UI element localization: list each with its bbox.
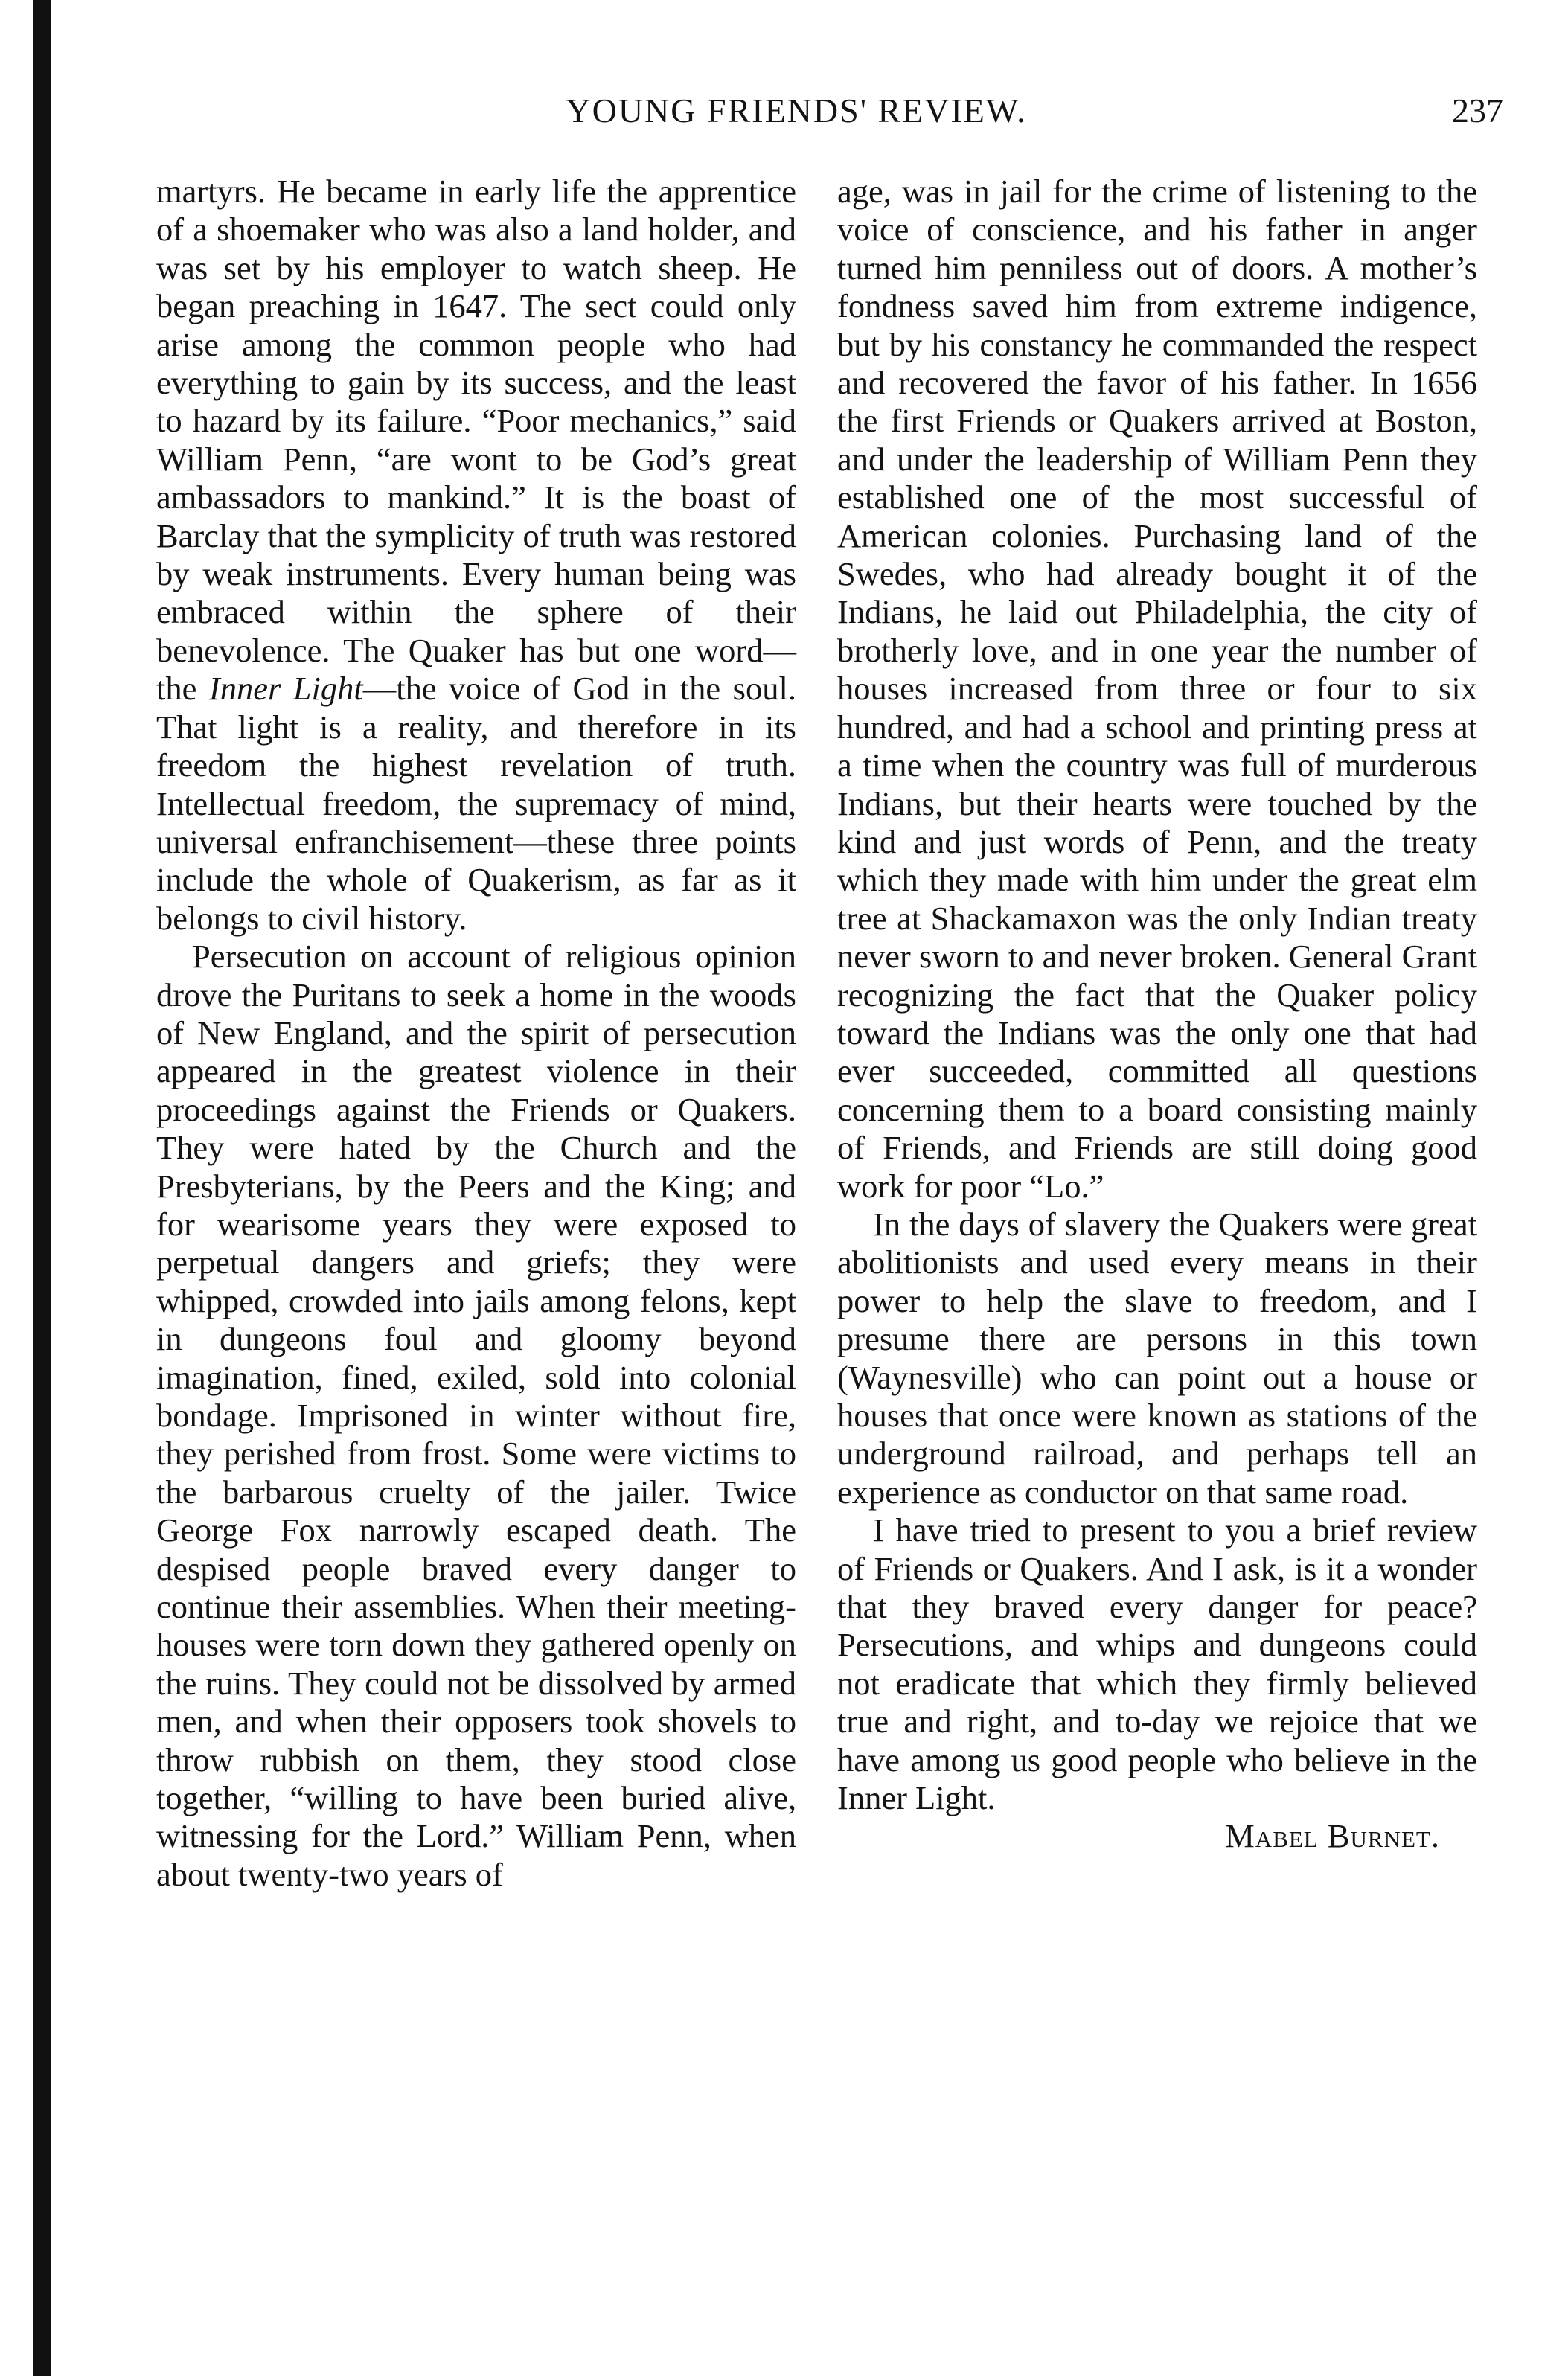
paragraph-slavery: In the days of slavery the Quakers were great abolitionists and used every means in their power to help the slave to freedom, and I presume there are persons in this town (Waynesville) who can point out a house or houses that once were known as stations of the underground railroad, and perhaps tell an experience as conductor on that same road. (837, 1205, 1477, 1511)
paragraph-martyrs (156, 173, 796, 938)
paragraph-martyrs-part-2: —the voice of God in the soul. That light is a reality, and therefore in its freedom the highest revelation of truth. Intellectual freedom, the supremacy of mind, universal enfranchisement—these three points include the whole of Quakerism, as far as it belongs to civil history. (156, 670, 796, 937)
running-title: YOUNG FRIENDS' REVIEW. (566, 92, 1027, 129)
author-signature: Mabel Burnet. (1225, 1817, 1440, 1855)
paragraph-martyrs-part-1: martyrs. He became in early life the apprentice of a shoemaker who was also a land holder, and was set by his employer to watch sheep. He began preaching in 1647. The sect could only arise among the common people who had everything to gain by its success, and the least to hazard by its failure. “Poor mechanics,” said William Penn, “are wont to be God’s great ambassadors to mankind.” It is the boast of Barclay that the symplicity of truth was restored by weak instruments. Every human being was embraced within the sphere of their benevolence. The Quaker has but one word—the (156, 173, 796, 708)
inner-light-emphasis: Inner Light (208, 670, 363, 708)
page-header (89, 91, 1503, 143)
paragraph-conclusion: I have tried to present to you a brief review of Friends or Quakers. And I ask, is it a wonder that they braved every danger for peace? Persecutions, and whips and dungeons could not eradicate that which they firmly believed true and right, and to-day we rejoice that we have among us good people who believe in the Inner Light. (837, 1511, 1477, 1817)
paragraph-penn: age, was in jail for the crime of listening to the voice of conscience, and his father in anger turned him penniless out of doors. A mother’s fondness saved him from extreme indigence, but by his constancy he commanded the respect and recovered the favor of his father. In 1656 the first Friends or Quakers arrived at Boston, and under the leadership of William Penn they established one of the most successful of American colonies. Purchasing land of the Swedes, who had already bought it of the Indians, he laid out Philadelphia, the city of brotherly love, and in one year the number of houses increased from three or four to six hundred, and had a school and printing press at a time when the country was full of murderous Indians, but their hearts were touched by the kind and just words of Penn, and the treaty which they made with him under the great elm tree at Shackamaxon was the only Indian treaty never sworn to and never broken. General Grant recognizing the fact that the Quaker policy toward the Indians was the only one that had ever succeeded, committed all questions concerning them to a board consisting mainly of Friends, and Friends are still doing good work for poor “Lo.” (837, 173, 1477, 1205)
page-number: 237 (1452, 92, 1503, 129)
right-column (837, 173, 1477, 1856)
left-column (156, 173, 796, 1894)
page-binding-edge (33, 0, 51, 2376)
paragraph-persecution: Persecution on account of religious opinion drove the Puritans to seek a home in the woods of New England, and the spirit of persecution appeared in the greatest violence in their proceedings against the Friends or Quakers. They were hated by the Church and the Presbyterians, by the Peers and the King; and for wearisome years they were exposed to perpetual dangers and griefs; they were whipped, crowded into jails among felons, kept in dungeons foul and gloomy beyond imagination, fined, exiled, sold into colonial bondage. Imprisoned in winter without fire, they perished from frost. Some were victims to the barbarous cruelty of the jailer. Twice George Fox narrowly escaped death. The despised people braved every danger to continue their assemblies. When their meeting-houses were torn down they gathered openly on the ruins. They could not be dissolved by armed men, and when their opposers took shovels to throw rubbish on them, they stood close together, “willing to have been buried alive, witnessing for the Lord.” William Penn, when about twenty-two years of (156, 938, 796, 1893)
